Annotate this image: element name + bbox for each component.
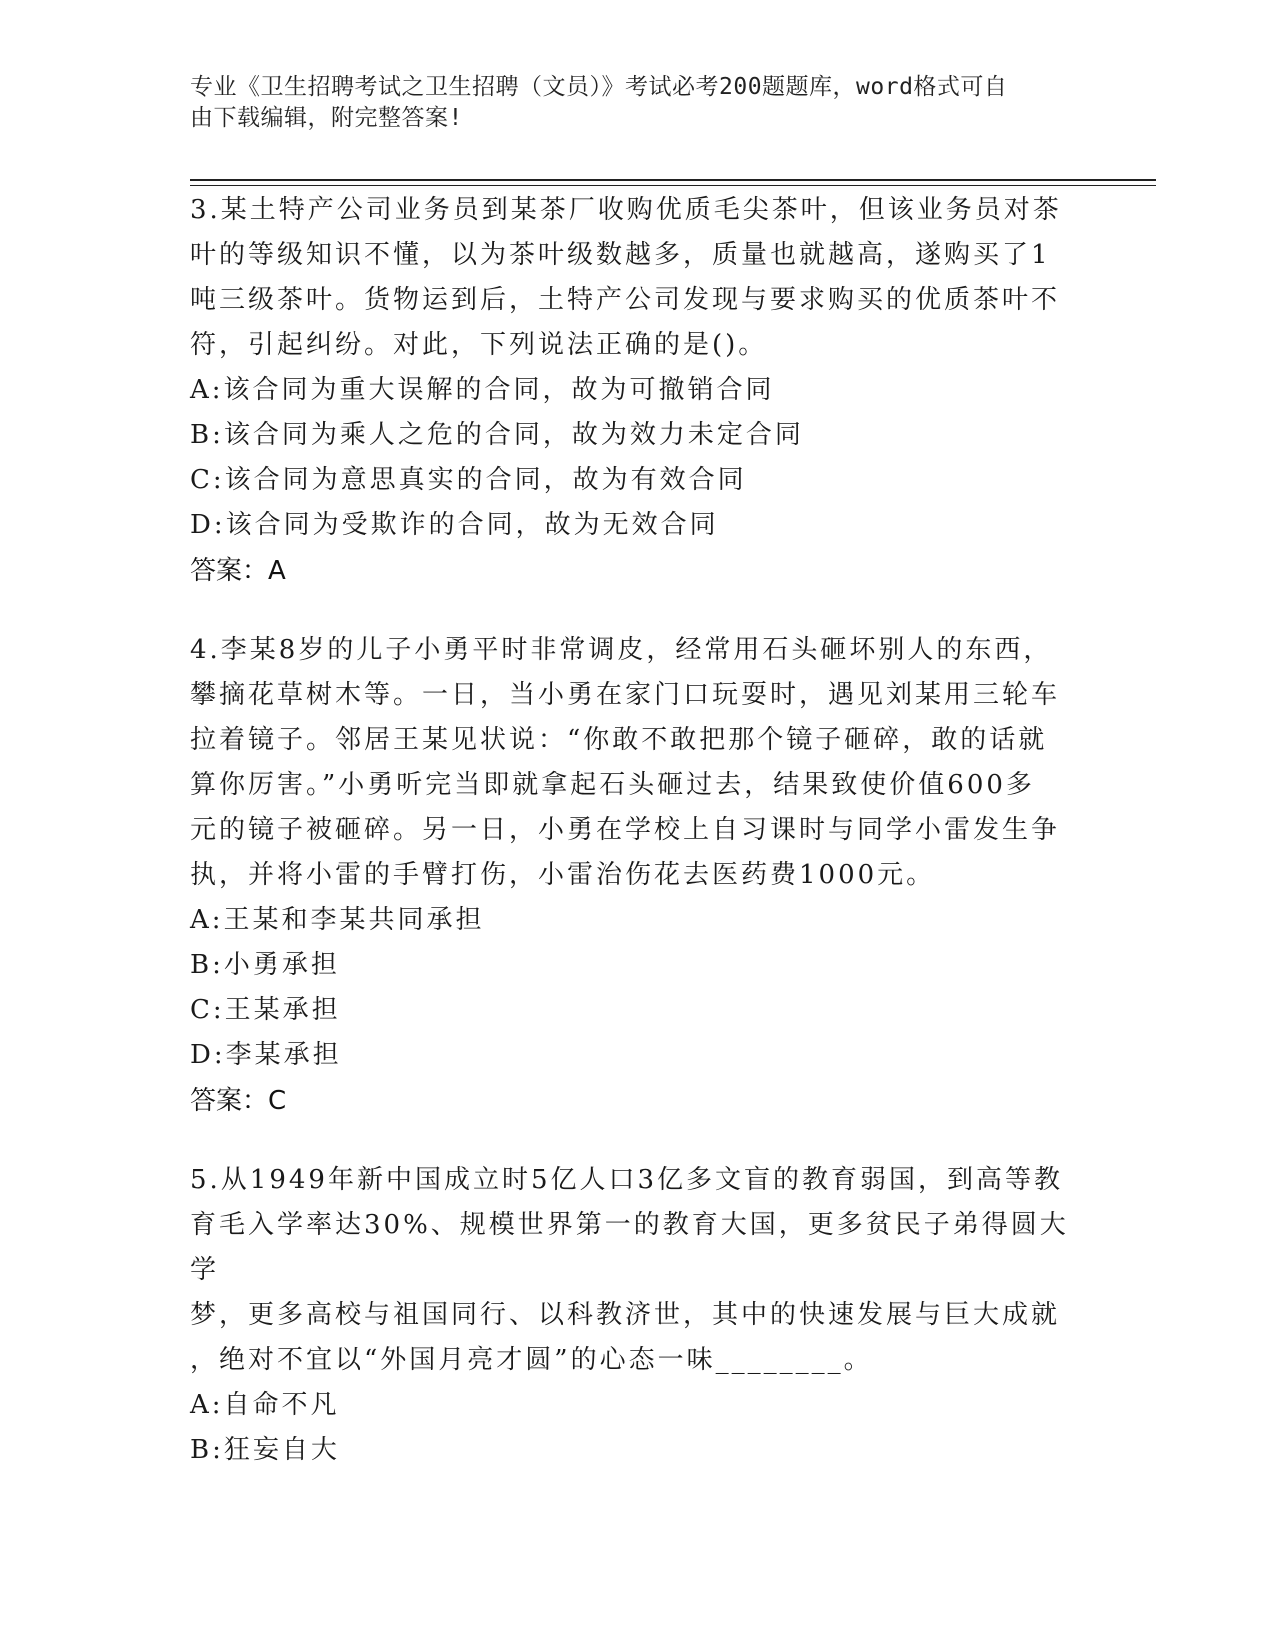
question-line: 攀摘花草树木等。一日，当小勇在家门口玩耍时，遇见刘某用三轮车	[190, 680, 1061, 710]
question-line: 育毛入学率达30%、规模世界第一的教育大国，更多贫民子弟得圆大学	[190, 1210, 1069, 1285]
option-b: B:狂妄自大	[190, 1435, 340, 1465]
option-b: B:小勇承担	[190, 950, 340, 980]
header-divider-thin	[190, 185, 1156, 186]
document-header	[190, 72, 1070, 134]
answer: 答案：C	[190, 1086, 287, 1116]
question-list	[190, 188, 1090, 1507]
option-c: C:王某承担	[190, 995, 341, 1025]
question-line: 元的镜子被砸碎。另一日，小勇在学校上自习课时与同学小雷发生争	[190, 815, 1061, 845]
header-divider-thick	[190, 179, 1156, 181]
option-d: D:李某承担	[190, 1040, 342, 1070]
question-5	[190, 1158, 1090, 1473]
option-a: A:该合同为重大误解的合同，故为可撤销合同	[190, 375, 775, 405]
question-line: 吨三级茶叶。货物运到后，土特产公司发现与要求购买的优质茶叶不	[190, 285, 1061, 315]
question-line: 3.某土特产公司业务员到某茶厂收购优质毛尖茶叶，但该业务员对茶	[190, 195, 1062, 225]
question-line: 符，引起纠纷。对此，下列说法正确的是()。	[190, 330, 768, 360]
option-b: B:该合同为乘人之危的合同，故为效力未定合同	[190, 420, 804, 450]
option-a: A:王某和李某共同承担	[190, 905, 485, 935]
question-3	[190, 188, 1090, 594]
question-line: 5.从1949年新中国成立时5亿人口3亿多文盲的教育弱国，到高等教	[190, 1165, 1064, 1195]
question-line: 执，并将小雷的手臂打伤，小雷治伤花去医药费1000元。	[190, 860, 936, 890]
question-line: 叶的等级知识不懂，以为茶叶级数越多，质量也就越高，遂购买了1	[190, 240, 1051, 270]
header-line-2: 由下载编辑，附完整答案!	[190, 105, 463, 131]
question-line: 梦，更多高校与祖国同行、以科教济世，其中的快速发展与巨大成就	[190, 1300, 1061, 1330]
question-line: 4.李某8岁的儿子小勇平时非常调皮，经常用石头砸坏别人的东西，	[190, 635, 1053, 665]
header-line-1: 专业《卫生招聘考试之卫生招聘（文员）》考试必考200题题库，word格式可自	[190, 74, 1008, 100]
option-d: D:该合同为受欺诈的合同，故为无效合同	[190, 510, 719, 540]
option-a: A:自命不凡	[190, 1390, 340, 1420]
question-line: 算你厉害。”小勇听完当即就拿起石头砸过去，结果致使价值600多	[190, 770, 1035, 800]
answer: 答案：A	[190, 556, 286, 586]
question-4	[190, 628, 1090, 1124]
question-line: 拉着镜子。邻居王某见状说：“你敢不敢把那个镜子砸碎，敢的话就	[190, 725, 1048, 755]
question-line: ，绝对不宜以“外国月亮才圆”的心态一味________。	[190, 1345, 873, 1375]
option-c: C:该合同为意思真实的合同，故为有效合同	[190, 465, 747, 495]
